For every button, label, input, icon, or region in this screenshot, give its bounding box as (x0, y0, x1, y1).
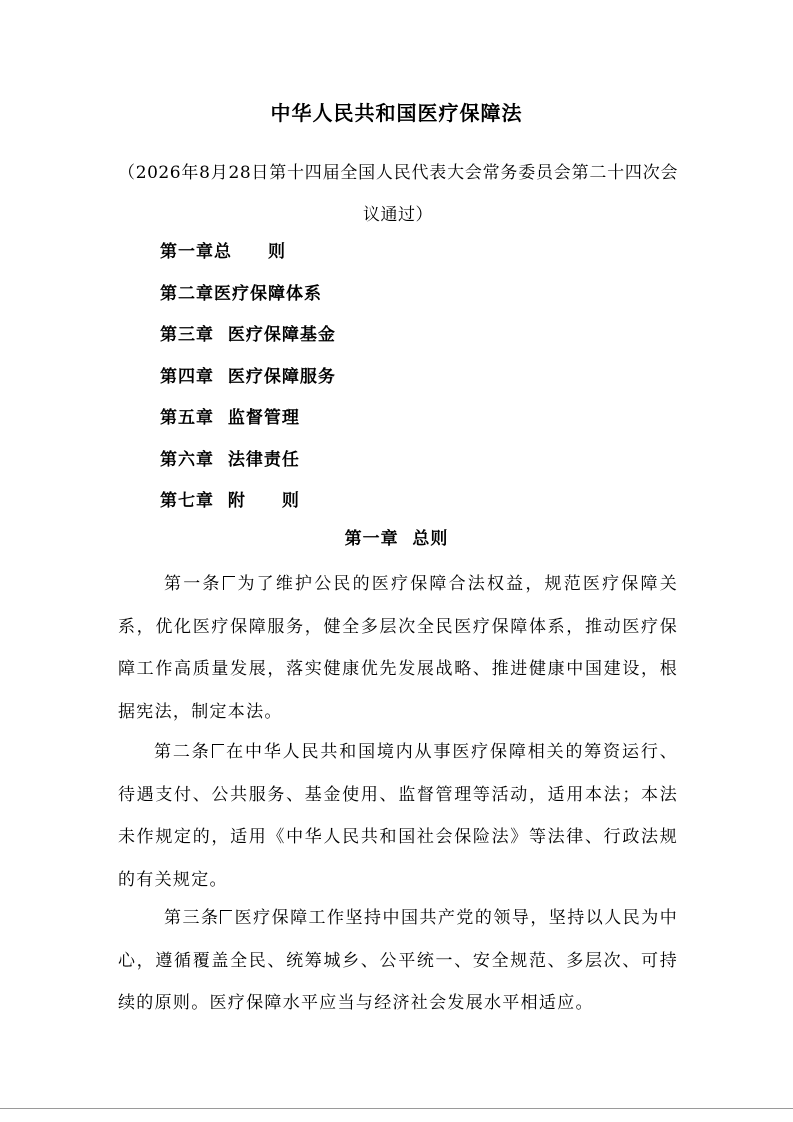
article-text: 医疗保障工作坚持中国共产党的领导，坚持以人民为中心，遵循覆盖全民、统筹城乡、公平统一、安全规范、多层次、可持续的原则。医疗保障水平应当与经济社会发展水平相适应。 (118, 908, 678, 1013)
article-2 (118, 731, 678, 901)
page-bottom-rule (0, 1108, 793, 1109)
article-number: 第三条 (164, 908, 220, 928)
toc-item: 第二章医疗保障体系 (160, 283, 322, 304)
toc-item: 第三章 医疗保障基金 (160, 325, 336, 345)
toc-item: 第四章 医疗保障服务 (160, 366, 336, 387)
article-text: 在中华人民共和国境内从事医疗保障相关的筹资运行、待遇支付、公共服务、基金使用、监督管理等活动，适用本法；本法未作规定的，适用《中华人民共和国社会保险法》等法律、行政法规的有关规定。 (118, 742, 678, 890)
article-3 (118, 897, 678, 1025)
corner-mark-icon (220, 910, 232, 924)
toc-item: 第七章 附 则 (160, 491, 300, 511)
table-of-contents (160, 232, 336, 523)
article-1 (118, 563, 678, 733)
corner-mark-icon (212, 744, 224, 758)
toc-item: 第五章 监督管理 (160, 408, 300, 428)
document-subtitle: （2026年8月28日第十四届全国人民代表大会常务委员会第二十四次会议通过） (118, 163, 678, 225)
toc-item: 第六章 法律责任 (160, 449, 300, 470)
article-number: 第二条 (154, 742, 211, 762)
corner-mark-icon (223, 576, 235, 590)
article-number: 第一条 (164, 574, 222, 594)
document-title: 中华人民共和国医疗保障法 (270, 101, 523, 125)
article-text: 为了维护公民的医疗保障合法权益，规范医疗保障关系，优化医疗保障服务，健全多层次全民医疗保障体系，推动医疗保障工作高质量发展，落实健康优先发展战略、推进健康中国建设，根据宪法，制定本法。 (118, 574, 678, 722)
chapter-heading: 第一章 总则 (344, 529, 449, 549)
toc-item: 第一章总 则 (160, 242, 286, 262)
